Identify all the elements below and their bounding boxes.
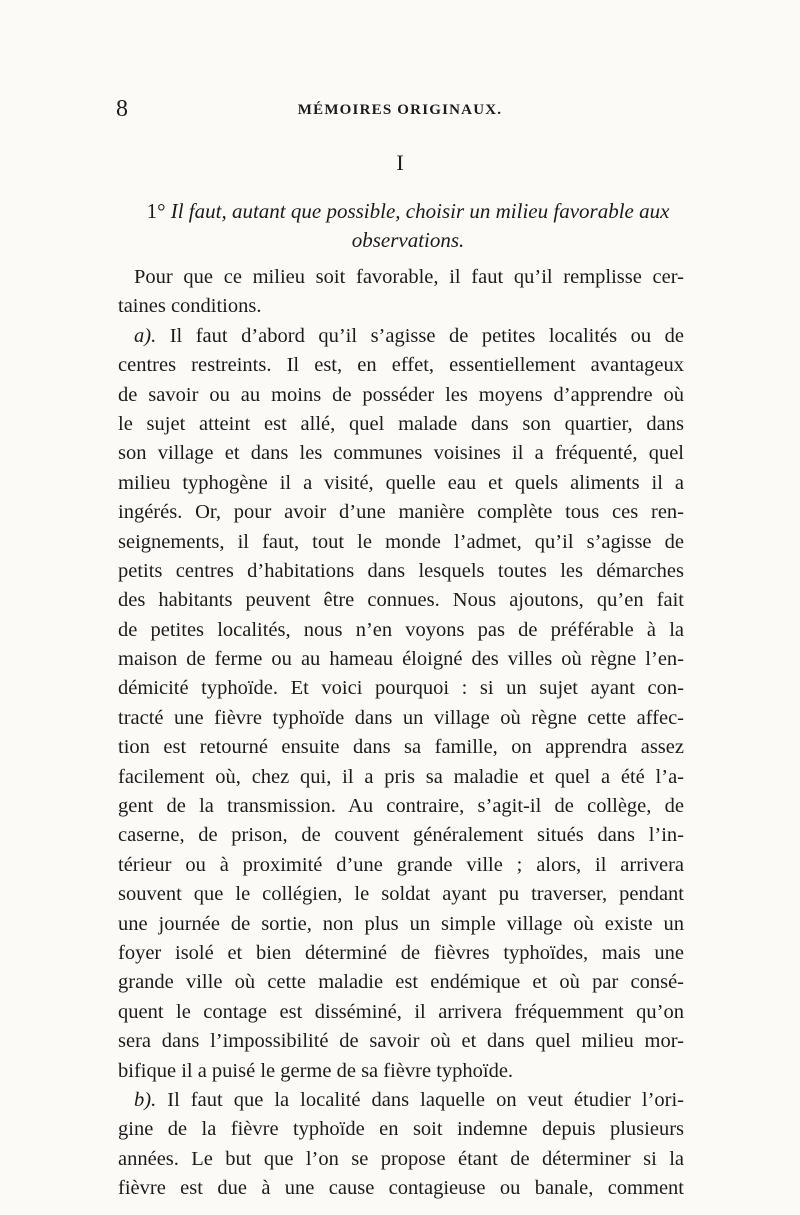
- subtitle-numeral: 1°: [146, 199, 166, 223]
- text-line: années. Le but que l’on se propose étant de déterminer si la: [118, 1147, 684, 1170]
- text-line: gine de la fièvre typhoïde en soit indemne depuis plusieurs: [118, 1118, 684, 1141]
- text-line: gent de la transmission. Au contraire, s’agit-il de collège, de: [118, 795, 684, 818]
- subtitle-line-2: observations.: [351, 228, 465, 252]
- running-head: [110, 96, 690, 126]
- text-line-content: Il faut que la localité dans laquelle on veut étudier l’ori-: [167, 1088, 684, 1111]
- section-number: I: [396, 150, 404, 175]
- item-label-b: b).: [134, 1088, 157, 1111]
- text-line: petits centres d’habitations dans lesquels toutes les démarches: [118, 559, 684, 582]
- text-line: tracté une fièvre typhoïde dans un village où règne cette affec-: [118, 706, 684, 729]
- text-line: ingérés. Or, pour avoir d’une manière complète tous ces ren-: [118, 501, 684, 524]
- text-line: maison de ferme ou au hameau éloigné des villes où règne l’en-: [118, 648, 684, 671]
- text-line: Pour que ce milieu soit favorable, il faut qu’il remplisse cer-: [134, 266, 684, 288]
- text-line: de savoir ou au moins de posséder les moyens d’apprendre où: [118, 383, 684, 406]
- text-line: démicité typhoïde. Et voici pourquoi : si un sujet ayant con-: [118, 677, 684, 700]
- text-line: grande ville où cette maladie est endémique et où par consé-: [118, 971, 684, 994]
- text-line: une journée de sortie, non plus un simple village où existe un: [118, 912, 684, 935]
- text-line: [118, 322, 684, 351]
- text-line-content: Il faut d’abord qu’il s’agisse de petites localités ou de: [169, 324, 684, 347]
- item-label-a: a).: [134, 324, 157, 347]
- text-line: térieur ou à proximité d’une grande ville ; alors, il arrivera: [118, 853, 684, 876]
- text-line: fièvre est due à une cause contagieuse ou banale, comment: [118, 1177, 684, 1200]
- page-number: 8: [116, 96, 128, 122]
- text-line: foyer isolé et bien déterminé de fièvres typhoïdes, mais une: [118, 941, 684, 964]
- text-line: le sujet atteint est allé, quel malade dans son quartier, dans: [118, 412, 684, 435]
- text-line: taines conditions.: [118, 295, 262, 318]
- text-line: caserne, de prison, de couvent généralement situés dans l’in-: [118, 824, 684, 847]
- text-line: souvent que le collégien, le soldat ayant pu traverser, pendant: [118, 883, 684, 906]
- text-line: son village et dans les communes voisines il a fréquenté, quel: [118, 442, 684, 465]
- text-line: sera dans l’impossibilité de savoir où et dans quel milieu mor-: [118, 1030, 684, 1053]
- text-line: bifique il a puisé le germe de sa fièvre typhoïde.: [118, 1059, 514, 1082]
- text-line: de petites localités, nous n’en voyons pas de préférable à la: [118, 618, 684, 641]
- text-line: seignements, il faut, tout le monde l’admet, qu’il s’agisse de: [118, 530, 684, 553]
- text-line: quent le contage est disséminé, il arrivera fréquemment qu’on: [118, 1000, 684, 1023]
- text-line: centres restreints. Il est, en effet, essentiellement avantageux: [118, 354, 684, 377]
- text-line: des habitants peuvent être connues. Nous ajoutons, qu’en fait: [118, 589, 684, 612]
- subtitle-line-1: Il faut, autant que possible, choisir un milieu favorable aux: [170, 199, 670, 223]
- text-line: facilement où, chez qui, il a pris sa maladie et quel a été l’a-: [118, 765, 684, 788]
- text-line: milieu typhogène il a visité, quelle eau et quels aliments il a: [118, 471, 684, 494]
- section-subtitle: [118, 197, 698, 255]
- text-line: tion est retourné ensuite dans sa famille, on apprendra assez: [118, 736, 684, 759]
- text-line: [118, 1086, 684, 1115]
- running-title: MÉMOIRES ORIGINAUX.: [297, 102, 503, 118]
- body-text: [118, 263, 684, 1204]
